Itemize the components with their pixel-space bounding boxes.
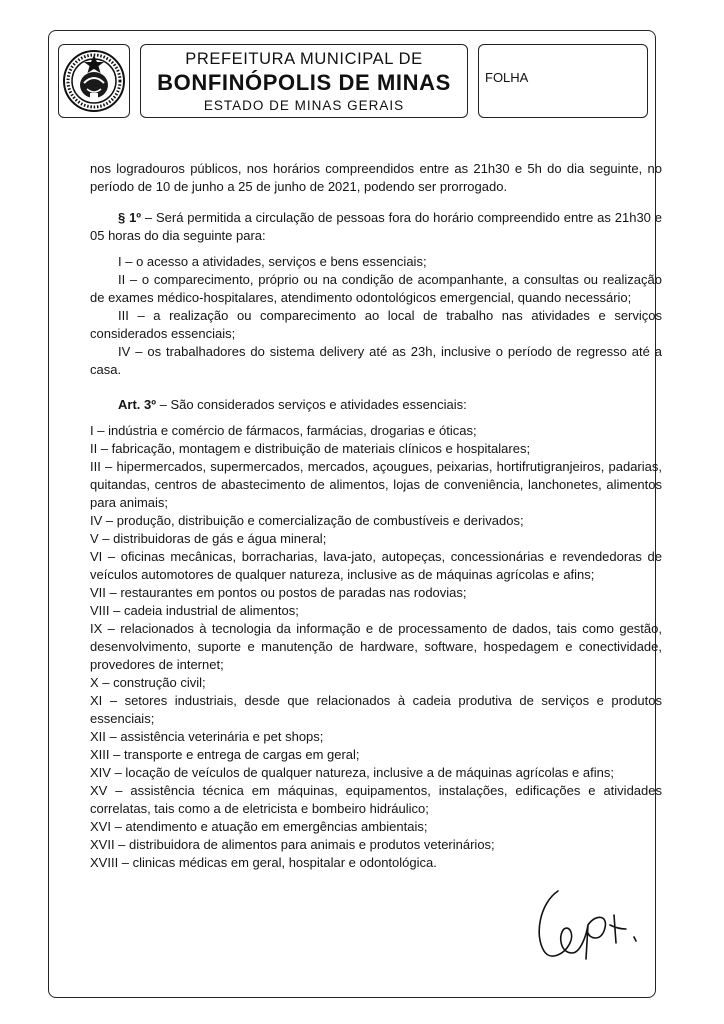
state-name: ESTADO DE MINAS GERAIS bbox=[203, 98, 405, 113]
header-title-box bbox=[140, 44, 468, 118]
folha-box bbox=[478, 44, 648, 118]
article-3-item: IV – produção, distribuição e comercialização de combustíveis e derivados; bbox=[90, 513, 524, 528]
article-3-item: VI – oficinas mecânicas, borracharias, lava-jato, autopeças, concessionárias e revendedoras de veículos automotores de qualquer natureza, inclusive as de máquinas agrícolas e afins; bbox=[90, 549, 662, 582]
article-3-item: X – construção civil; bbox=[90, 675, 206, 690]
article-3-item: XIII – transporte e entrega de cargas em geral; bbox=[90, 747, 360, 762]
article-3 bbox=[90, 396, 662, 414]
article-3-item: XII – assistência veterinária e pet shops; bbox=[90, 729, 324, 744]
folha-label: FOLHA bbox=[485, 70, 529, 85]
article-3-item: XVIII – clinicas médicas em geral, hospitalar e odontológica. bbox=[90, 855, 437, 870]
paragraph-1-label: § 1º bbox=[118, 210, 142, 225]
article-3-item: I – indústria e comércio de fármacos, farmácias, drogarias e óticas; bbox=[90, 423, 477, 438]
article-3-item: IX – relacionados à tecnologia da informação e de processamento de dados, tais como gestão, desenvolvimento, suporte e manutenção de hardware, software, hospedagem e conectividade, provedores de internet; bbox=[90, 621, 662, 672]
intro-paragraph: nos logradouros públicos, nos horários compreendidos entre as 21h30 e 5h do dia seguinte, no período de 10 de junho a 25 de junho de 2021, podendo ser prorrogado. bbox=[90, 161, 662, 194]
document-body bbox=[90, 160, 662, 872]
paragraph-1-item: I – o acesso a atividades, serviços e bens essenciais; bbox=[118, 254, 427, 269]
article-3-item: XVI – atendimento e atuação em emergências ambientais; bbox=[90, 819, 428, 834]
municipal-seal-icon bbox=[62, 49, 126, 113]
article-3-item: VII – restaurantes em pontos ou postos de paradas nas rodovias; bbox=[90, 585, 467, 600]
article-3-item: XV – assistência técnica em máquinas, equipamentos, instalações, edificações e atividades correlatas, tais como a de eletricista e bombeiro hidráulico; bbox=[90, 783, 662, 816]
article-3-item: VIII – cadeia industrial de alimentos; bbox=[90, 603, 299, 618]
municipality-name: BONFINÓPOLIS DE MINAS bbox=[157, 70, 451, 95]
paragraph-1-item: IV – os trabalhadores do sistema delivery até as 23h, inclusive o período de regresso até a casa. bbox=[90, 344, 662, 377]
seal-box bbox=[58, 44, 130, 118]
article-3-text: – São considerados serviços e atividades essenciais: bbox=[155, 397, 467, 412]
paragraph-1-item: III – a realização ou comparecimento ao local de trabalho nas atividades e serviços considerados essenciais; bbox=[90, 308, 662, 341]
article-3-item: XIV – locação de veículos de qualquer natureza, inclusive a de máquinas agrícolas e afins; bbox=[90, 765, 614, 780]
paragraph-1-text: – Será permitida a circulação de pessoas fora do horário compreendido entre as 21h30 e 05 horas do dia seguinte para: bbox=[90, 210, 662, 243]
paragraph-1 bbox=[90, 209, 662, 245]
signature-mark bbox=[530, 885, 650, 965]
article-3-item: XI – setores industriais, desde que relacionados à cadeia produtiva de serviços e produtos essenciais; bbox=[90, 693, 662, 726]
article-3-item: III – hipermercados, supermercados, mercados, açougues, peixarias, hortifrutigranjeiros, padarias, quitandas, centros de abastecimento de alimentos, lojas de conveniência, lanchonetes, alimentos para animais; bbox=[90, 459, 662, 510]
article-3-item: II – fabricação, montagem e distribuição de materiais clínicos e hospitalares; bbox=[90, 441, 531, 456]
article-3-item: V – distribuidoras de gás e água mineral; bbox=[90, 531, 327, 546]
paragraph-1-item: II – o comparecimento, próprio ou na condição de acompanhante, a consultas ou realização de exames médico-hospitalares, atendimento odontológicos emergencial, quando necessário; bbox=[90, 272, 662, 305]
article-3-label: Art. 3º bbox=[118, 397, 156, 412]
header-line-1: PREFEITURA MUNICIPAL DE bbox=[185, 50, 423, 68]
article-3-item: XVII – distribuidora de alimentos para animais e produtos veterinários; bbox=[90, 837, 495, 852]
